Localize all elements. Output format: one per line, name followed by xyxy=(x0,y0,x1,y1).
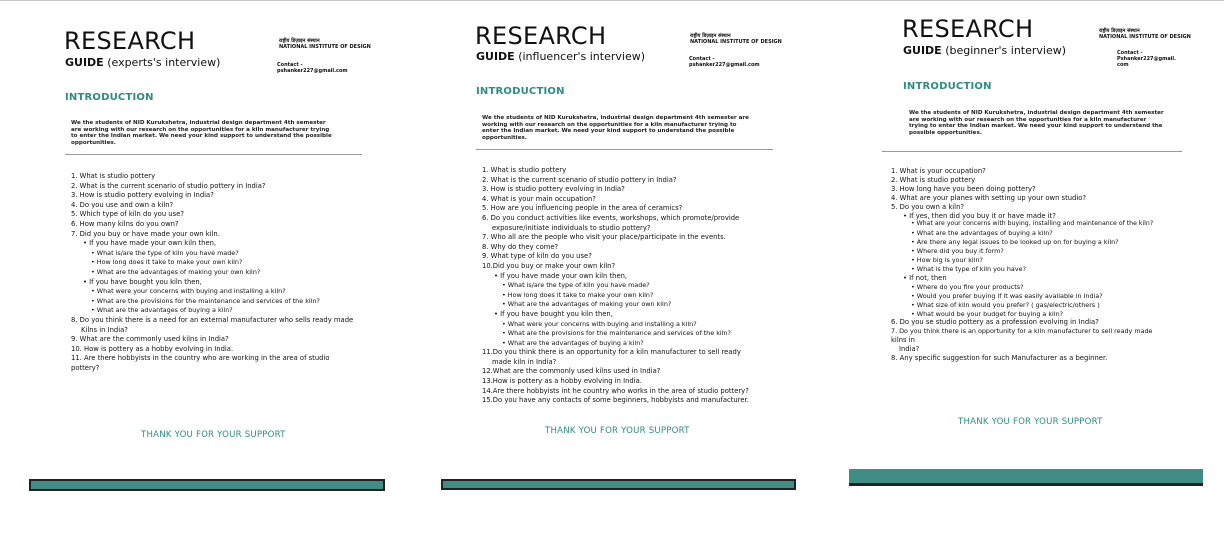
question-list xyxy=(71,172,356,373)
introduction-heading: INTRODUCTION xyxy=(903,81,992,92)
list-item: • What are the advantages of buying a kiln? xyxy=(502,338,644,347)
list-item: Kilns in India? xyxy=(81,325,128,334)
institute-name-hindi: राष्ट्रीय डिज़ाइन संस्थान xyxy=(279,38,320,44)
institute-logo xyxy=(279,38,371,50)
list-item: exposure/initiate individuals to studio pottery? xyxy=(492,223,651,232)
list-item: • What is/are the type of kiln you have made? xyxy=(502,281,650,290)
list-item: 15.Do you have any contacts of some beginners, hobbyists and manufacturer. xyxy=(482,396,749,405)
guide-subtitle: (beginner's interview) xyxy=(945,44,1067,57)
list-item: • If you have made your own kiln then, xyxy=(83,239,217,248)
guide-subtitle: (influencer's interview) xyxy=(518,50,646,63)
contact-label: Contact - xyxy=(1117,50,1143,56)
list-item: • If not, then xyxy=(903,273,947,282)
list-item: • What were your concerns with buying and installing a kiln? xyxy=(91,287,286,296)
institute-logo xyxy=(690,33,782,45)
list-item: • What is/are the type of kiln you have made? xyxy=(91,248,239,257)
list-item: • How long does it take to make your own kiln? xyxy=(502,290,654,299)
list-item: • What were your concerns with buying and installing a kiln? xyxy=(502,319,697,328)
list-item: • If you have bought you kiln then, xyxy=(83,277,202,286)
institute-name-english: NATIONAL INSTITUTE OF DESIGN xyxy=(690,39,782,45)
list-item: 4. What are your planes with setting up your own studio? xyxy=(891,193,1087,202)
list-item: 3. How is studio pottery evolving in India? xyxy=(482,185,625,194)
list-item: • What are the advantages of making your own kiln? xyxy=(91,267,261,276)
list-item: • How long does it take to make your own kiln? xyxy=(91,258,243,267)
institute-logo xyxy=(1099,28,1191,40)
list-item: 10.Did you buy or make your own kiln? xyxy=(482,261,616,270)
list-item: • Where do you fire your products? xyxy=(911,282,1024,291)
contact-block xyxy=(277,62,348,74)
list-item: • What are the advantages of making your own kiln? xyxy=(502,300,672,309)
list-item: 6. Do you conduct activities like events, workshops, which promote/provide xyxy=(482,213,740,222)
guide-title xyxy=(476,50,645,63)
footer-bar xyxy=(849,469,1203,486)
footer-bar xyxy=(441,479,796,490)
list-item: 12.What are the commonly used kilns used in India? xyxy=(482,367,661,376)
list-item: kilns in xyxy=(891,336,915,345)
institute-name-english: NATIONAL INSTITUTE OF DESIGN xyxy=(1099,34,1191,40)
list-item: India? xyxy=(899,345,920,354)
list-item: 3. How is studio pottery evolving in India? xyxy=(71,191,214,200)
institute-name-english: NATIONAL INSTITUTE OF DESIGN xyxy=(279,44,371,50)
list-item: • What size of kiln would you prefer? ( gas/electric/others ) xyxy=(911,300,1100,309)
list-item: 7. Did you buy or have made your own kiln. xyxy=(71,229,220,238)
list-item: 7. Who all are the people who visit your place/participate in the events. xyxy=(482,233,726,242)
list-item: • What are the advantages of buying a kiln? xyxy=(911,229,1053,238)
list-item: 8. Why do they come? xyxy=(482,242,559,251)
list-item: 1. What is studio pottery xyxy=(482,166,567,174)
introduction-paragraph: We the students of NID Kurukshetra, industrial design department 4th semester are working with our research on the opportunities for a kiln manufacturer trying to enter the Indian market. We need your kind support to understand the possible opportunities. xyxy=(71,120,332,146)
list-item: • How big is your kiln? xyxy=(911,256,983,265)
introduction-heading: INTRODUCTION xyxy=(65,92,154,103)
list-item: 8. Do you think there is a need for an external manufacturer who sells ready made xyxy=(71,315,354,324)
list-item: 2. What is the current scenario of studio pottery in India? xyxy=(71,181,266,190)
list-item: 6. Do you se studio pottery as a profession evolving in India? xyxy=(891,318,1099,327)
guide-word: GUIDE xyxy=(65,56,104,69)
introduction-paragraph: We the students of NID Kurukshetra, industrial design department 4th semester are working with our research on the opportunities for a kiln manufacturer trying to enter the Indian market. We need your kind support to understand the possible opportunities. xyxy=(909,110,1164,136)
contact-email: Pshanker227@gmail.com xyxy=(1117,56,1177,68)
list-item: • What are the provisions for the maintenance and services of the kiln? xyxy=(91,296,320,305)
list-item: • If you have made your own kiln then, xyxy=(494,271,628,280)
footer-bar xyxy=(29,479,385,491)
research-title: RESEARCH xyxy=(64,27,196,55)
guide-title xyxy=(903,44,1066,57)
list-item: 10. How is pottery as a hobby evolving in India. xyxy=(71,344,234,353)
list-item: • What are the advantages of buying a kiln? xyxy=(91,306,233,315)
list-item: 9. What are the commonly used kilns in India? xyxy=(71,335,229,344)
question-list xyxy=(891,167,1181,363)
contact-label: Contact - xyxy=(689,56,715,62)
institute-name-hindi: राष्ट्रीय डिज़ाइन संस्थान xyxy=(690,33,731,39)
list-item: • What would be your budget for buying a kiln? xyxy=(911,309,1064,318)
list-item: • What are the provisions for the maintenance and services of the kiln? xyxy=(502,329,731,338)
divider-line xyxy=(882,151,1182,152)
contact-label: Contact - xyxy=(277,62,303,68)
list-item: • If yes, then did you buy it or have made it? xyxy=(903,211,1056,220)
list-item: • If you have bought you kiln then, xyxy=(494,309,613,318)
list-item: 11.Do you think there is an opportunity for a kiln manufacturer to sell ready xyxy=(482,348,741,357)
question-list xyxy=(482,166,772,406)
list-item: 5. How are you influencing people in the area of ceramics? xyxy=(482,204,683,213)
list-item: 1. What is studio pottery xyxy=(71,172,156,180)
divider-line xyxy=(476,149,773,150)
divider-line xyxy=(65,154,362,155)
thank-you-text: THANK YOU FOR YOUR SUPPORT xyxy=(141,430,286,440)
list-item: 13.How is pottery as a hobby evolving in India. xyxy=(482,377,642,386)
contact-email: pshanker227@gmail.com xyxy=(277,68,348,74)
thank-you-text: THANK YOU FOR YOUR SUPPORT xyxy=(545,426,690,436)
introduction-heading: INTRODUCTION xyxy=(476,86,565,97)
list-item: 4. What is your main occupation? xyxy=(482,194,596,203)
list-item: made kiln in India? xyxy=(492,357,557,366)
institute-name-hindi: राष्ट्रीय डिज़ाइन संस्थान xyxy=(1099,28,1140,34)
list-item: 11. Are there hobbyists in the country who are working in the area of studio pottery? xyxy=(71,354,330,372)
list-item: 7. Do you think there is an opportunity for a kiln manufacturer to sell ready made xyxy=(891,327,1153,336)
thank-you-text: THANK YOU FOR YOUR SUPPORT xyxy=(958,417,1103,427)
list-item: • Are there any legal issues to be looked up on for buying a kiln? xyxy=(911,238,1119,247)
list-item: • Would you prefer buying if it was easily available in India? xyxy=(911,291,1103,300)
list-item: 6. How many kilns do you own? xyxy=(71,219,179,228)
list-item: 5. Do you own a kiln? xyxy=(891,202,964,211)
contact-block xyxy=(1117,50,1177,68)
guide-word: GUIDE xyxy=(476,50,515,63)
research-title: RESEARCH xyxy=(475,22,607,50)
list-item: • What are your concerns with buying, installing and maintenance of the kiln? xyxy=(911,220,1154,228)
guide-word: GUIDE xyxy=(903,44,942,57)
list-item: • What is the type of kiln you have? xyxy=(911,264,1026,273)
introduction-paragraph: We the students of NID Kurukshetra, industrial design department 4th semester are working with our research on the opportunities for a kiln manufacturer trying to enter the Indian market. We need your kind support to understand the possible opportunities. xyxy=(482,115,749,141)
guide-subtitle: (experts's interview) xyxy=(107,56,221,69)
list-item: 14.Are there hobbyists int he country who works in the area of studio pottery? xyxy=(482,386,749,395)
list-item: • Where did you buy it form? xyxy=(911,247,1004,256)
guide-title xyxy=(65,56,220,69)
list-item: 9. What type of kiln do you use? xyxy=(482,252,592,261)
list-item: 2. What is the current scenario of studio pottery in India? xyxy=(482,175,677,184)
contact-email: pshanker227@gmail.com xyxy=(689,62,760,68)
list-item: 8. Any specific suggestion for such Manufacturer as a beginner. xyxy=(891,354,1108,363)
list-item: 2. What is studio pottery xyxy=(891,175,976,184)
top-border-line xyxy=(0,0,1224,1)
list-item: 3. How long have you been doing pottery? xyxy=(891,184,1036,193)
contact-block xyxy=(689,56,760,68)
list-item: 4. Do you use and own a kiln? xyxy=(71,200,174,209)
list-item: 5. Which type of kiln do you use? xyxy=(71,210,184,219)
research-title: RESEARCH xyxy=(902,15,1034,43)
list-item: 1. What is your occupation? xyxy=(891,167,986,175)
